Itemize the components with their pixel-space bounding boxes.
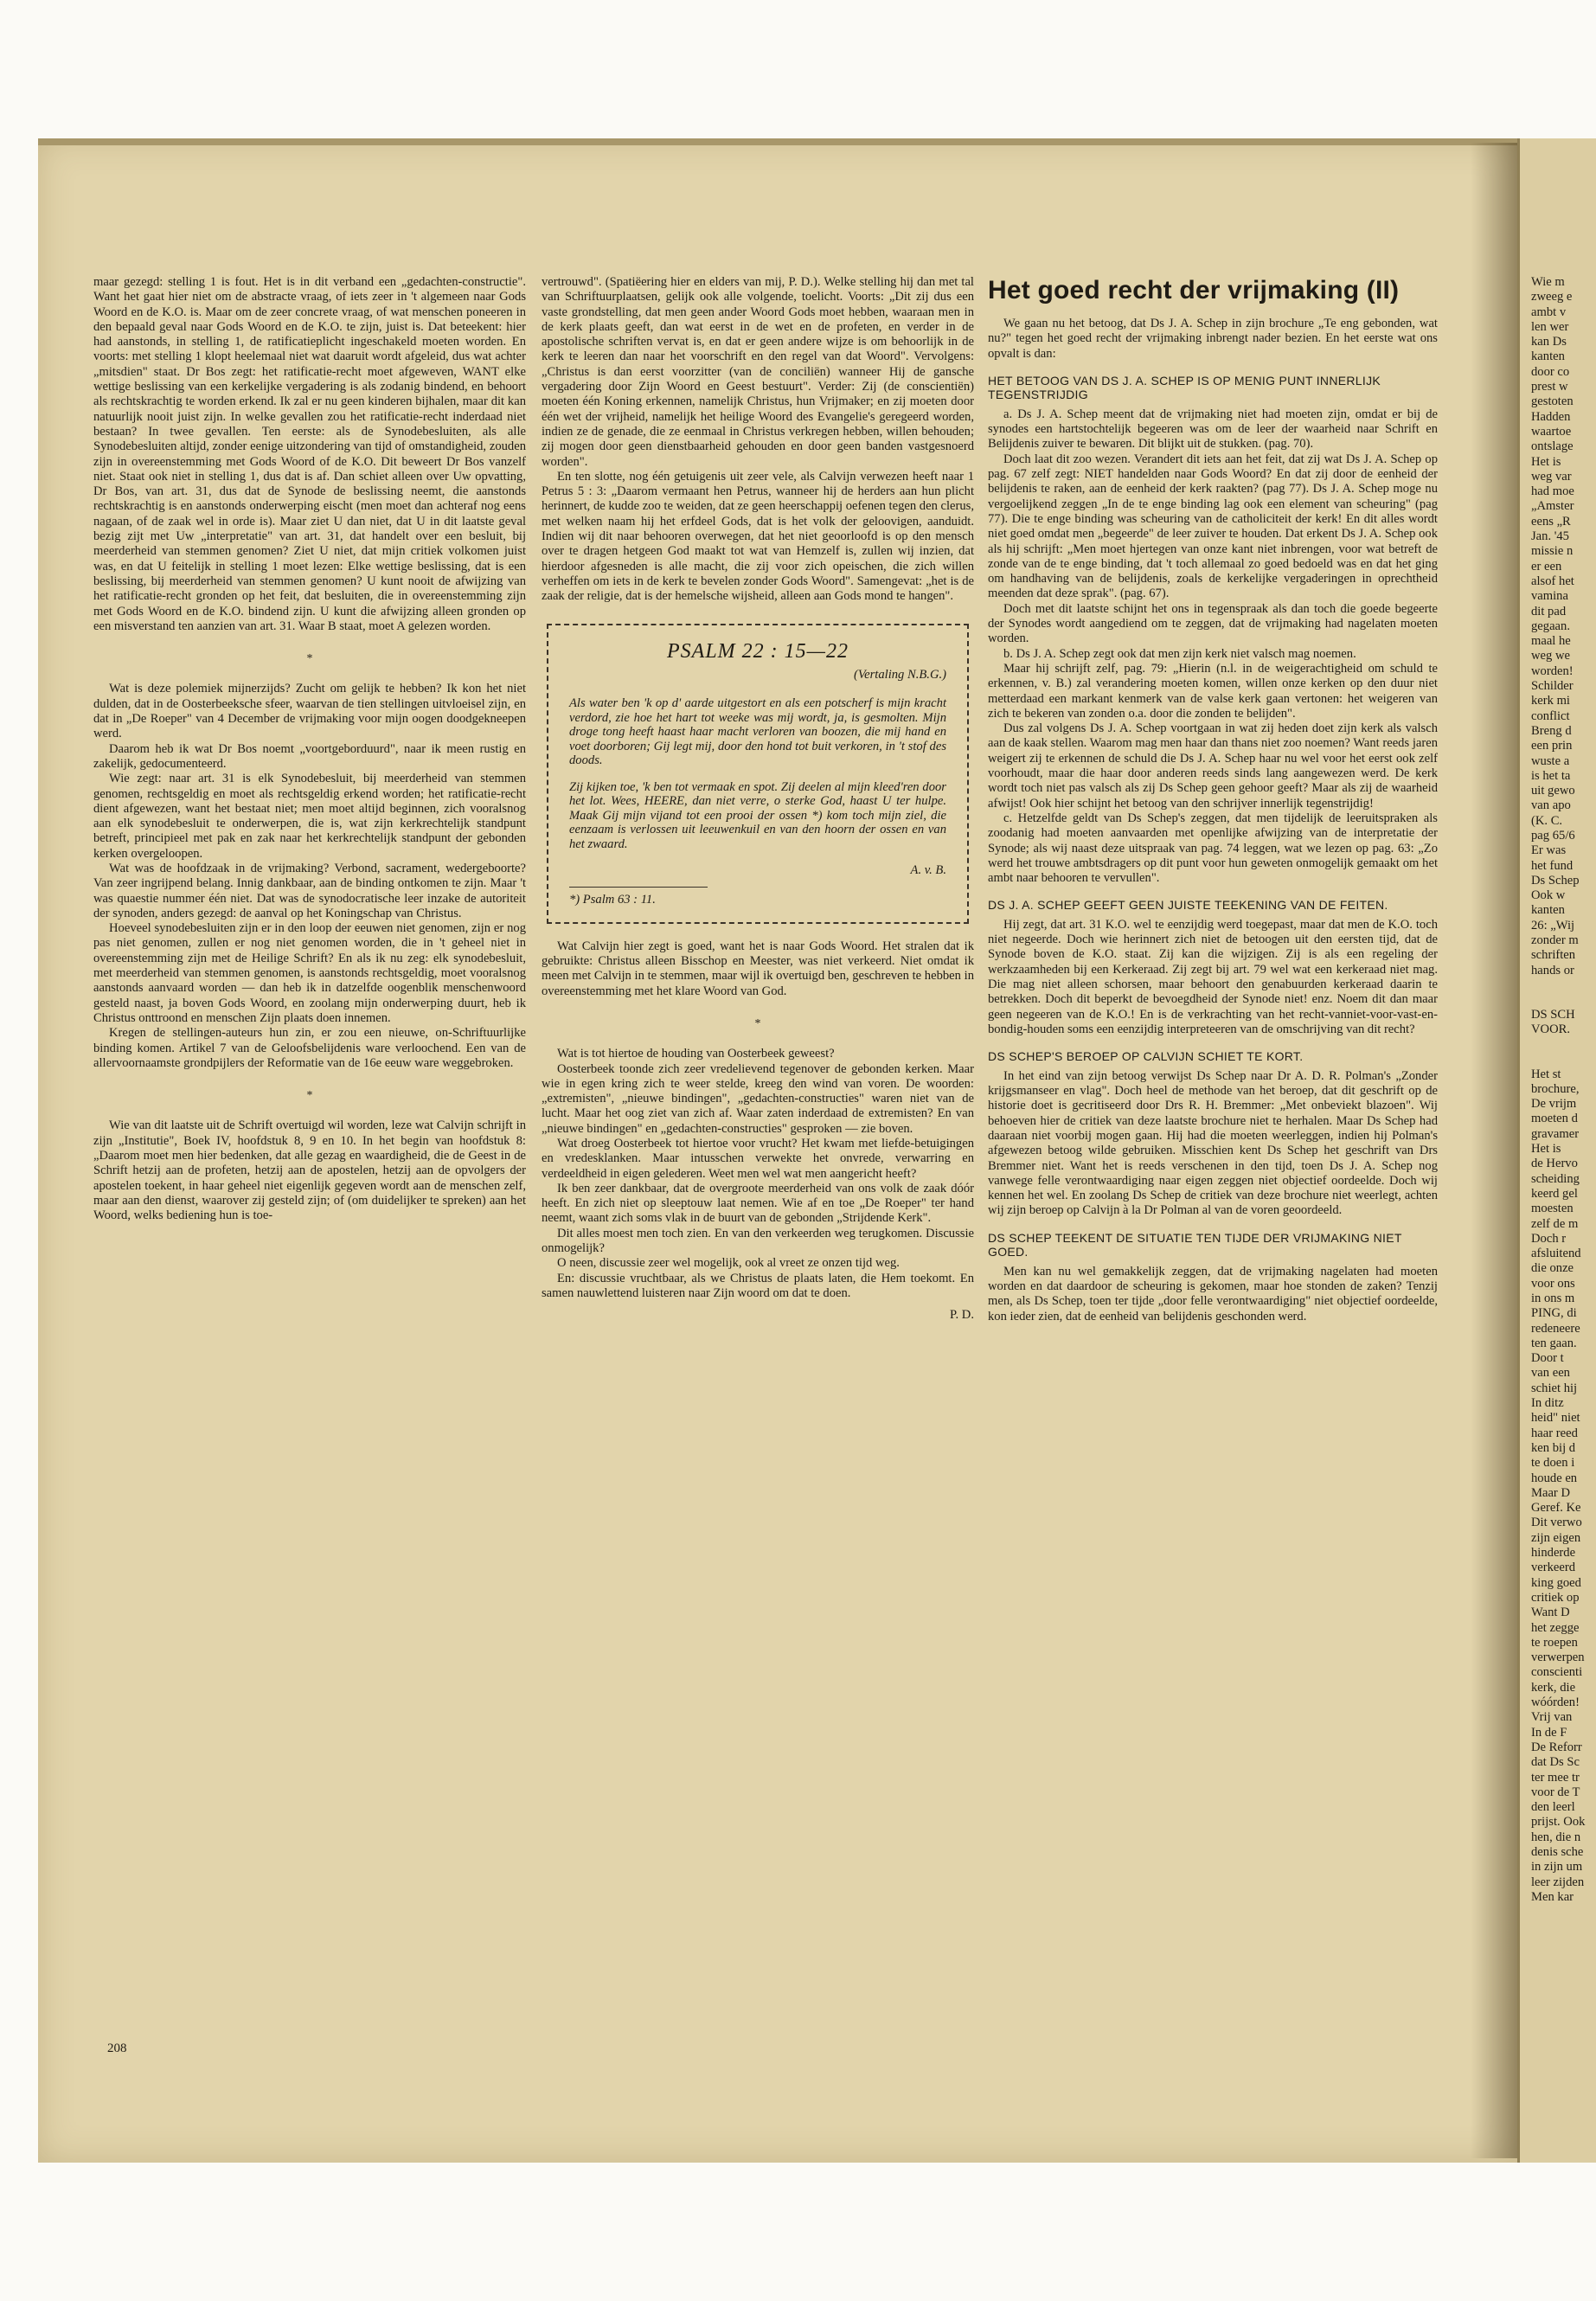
adjacent-page-line: schiet hij xyxy=(1531,1381,1578,1395)
adjacent-page-line: dit pad xyxy=(1531,604,1567,619)
adjacent-page-line: ken bij d xyxy=(1531,1440,1576,1455)
psalm-footnote: *) Psalm 63 : 11. xyxy=(569,887,708,907)
adjacent-page-line: len wer xyxy=(1531,319,1569,334)
paragraph: Wat is tot hiertoe de houding van Oosterbeek geweest? xyxy=(557,1047,835,1061)
adjacent-page-line: de Hervo xyxy=(1531,1157,1578,1171)
adjacent-page-line: Er was xyxy=(1531,843,1567,858)
adjacent-page-line: die onze xyxy=(1531,1261,1574,1276)
adjacent-page-line: Het is xyxy=(1531,1142,1561,1157)
adjacent-page-line: den leerl xyxy=(1531,1800,1575,1815)
adjacent-page-line: missie n xyxy=(1531,544,1574,559)
adjacent-page-line: in ons m xyxy=(1531,1292,1575,1305)
adjacent-page-text xyxy=(1531,275,1593,1905)
adjacent-page-line: hinderde xyxy=(1531,1546,1576,1561)
paragraph: vertrouwd". (Spatiëering hier en elders van mij, P. D.). Welke stelling hij dan met tal van Schriftuurplaatsen, gelijk ook alle volgende, toelicht. Voorts: „Dit zij dus een vaste grondstelling, dat men geen ander Woord Gods moet hebben, waaraan men in de kerk plaats geeft, dan wat eerst in de wet en de profeten, en verder in de apostolische schriften vervat is, en dat er geen andere wijze is om behoorlijk in de kerk te leeren dan naar het voorschrift en den regel van dat Woord". Vervolgens: „Christus is dan eerst voorzitter (van de conciliën) wanneer Hij de gansche vergadering door Zijn Woord en Geest bestuurt". Verder: Zij (de conscientiën) moeten één Koning erkennen, namelijk Christus, hun Vrijmaker; en zij moeten door één wet der vrijheid, namelijk het heilige Woord des Evangelie's geregeerd worden, indien ze de genade, die ze eenmaal in Christus verkregen hebben, willen behouden; zij mogen door geen dienstbaarheid gehouden en door geen banden vastgesnoerd worden". xyxy=(542,275,974,469)
page-number: 208 xyxy=(107,2041,127,2055)
adjacent-page-line: In ditz xyxy=(1531,1396,1564,1411)
paragraph: En: discussie vruchtbaar, als we Christus de plaats laten, die Hem toekomt. En samen nauwlettend luisteren naar Zijn woord om dat te doen. xyxy=(542,1271,974,1300)
paragraph: Daarom heb ik wat Dr Bos noemt „voortgeborduurd", naar ik meen rustig en zakelijk, gedocumenteerd. xyxy=(93,741,526,771)
adjacent-page-line: Want D xyxy=(1531,1606,1570,1620)
adjacent-page-line: gestoten xyxy=(1531,394,1574,409)
adjacent-page-line: Ook w xyxy=(1531,888,1566,903)
adjacent-page-line: ontslage xyxy=(1531,439,1574,454)
adjacent-page-line: kerk mi xyxy=(1531,694,1570,708)
adjacent-page-line: PING, di xyxy=(1531,1306,1577,1321)
adjacent-page-line: gegaan. xyxy=(1531,619,1570,633)
adjacent-page-line: voor ons xyxy=(1531,1276,1575,1291)
adjacent-page-line: ter mee tr xyxy=(1531,1770,1580,1785)
adjacent-page-line: (K. C. xyxy=(1531,813,1563,828)
paragraph: Men kan nu wel gemakkelijk zeggen, dat de vrijmaking nagelaten had moeten worden en dat daardoor de scheuring is gekomen, maar hoe stonden de zaken? Tenzij men, als Ds Schep, toen ter tijde „door felle verontwaardiging" niet objectief oordeelde, kon ieder zien, dat de eenheid van belijdenis geschonden werd. xyxy=(988,1264,1438,1324)
adjacent-page-line: Doch r xyxy=(1531,1231,1567,1246)
section-heading: DS SCHEP TEEKENT DE SITUATIE TEN TIJDE DER VRIJMAKING NIET GOED. xyxy=(988,1230,1402,1259)
adjacent-page-line: kan Ds xyxy=(1531,335,1567,349)
paragraph: a. Ds J. A. Schep meent dat de vrijmaking niet had moeten zijn, omdat er bij de synodes een hartstochtelijk begeeren was om de leer der waarheid naar Schrift en Belijdenis zuiver te bewaren. Dit blijkt uit de stukken. (pag. 70). xyxy=(988,407,1438,452)
section-heading: HET BETOOG VAN DS J. A. SCHEP IS OP MENIG PUNT INNERLIJK TEGENSTRIJDIG xyxy=(988,373,1381,402)
adjacent-page-line: een prin xyxy=(1531,739,1573,753)
adjacent-page-line: scheiding xyxy=(1531,1171,1580,1186)
adjacent-page-line: kanten xyxy=(1531,349,1565,364)
adjacent-page-line: ten gaan. xyxy=(1531,1336,1577,1350)
adjacent-page-line: had moe xyxy=(1531,484,1574,499)
adjacent-page-line: van een xyxy=(1531,1366,1570,1381)
section-heading: DS SCHEP'S BEROEP OP CALVIJN SCHIET TE KORT. xyxy=(988,1049,1304,1064)
adjacent-page-line: moeten d xyxy=(1531,1112,1578,1126)
adjacent-page-line: zelf de m xyxy=(1531,1216,1579,1231)
adjacent-page-line: weg we xyxy=(1531,649,1570,663)
adjacent-page-line: te roepen xyxy=(1531,1635,1578,1650)
section-divider: * xyxy=(306,652,313,666)
gutter-shadow xyxy=(1471,143,1517,2158)
adjacent-page-line: Hadden xyxy=(1531,409,1571,424)
psalm-stanza: Als water ben 'k op d' aarde uitgestort en als een potscherf is mijn kracht verdord, zie hoe het hart tot weeke was mij wordt, ja, is gesmolten. Mijn droge tong heeft haast haar macht verloren van boozen, die mij hand en voet doorboren; Gij legt mij, door den hond tot buit verkoren, in 't stof des doods. xyxy=(569,696,946,768)
adjacent-page-line: te doen i xyxy=(1531,1456,1575,1471)
adjacent-page-line: Het is xyxy=(1531,454,1561,469)
adjacent-page-line: keerd gel xyxy=(1531,1186,1578,1201)
adjacent-page-line: hands or xyxy=(1531,963,1574,977)
adjacent-page-line: waartoe xyxy=(1531,424,1572,439)
adjacent-page-line: alsof het xyxy=(1531,574,1574,588)
paragraph: Maar hij schrijft zelf, pag. 79: „Hierin (n.l. in de weigerachtigheid om schuld te erkennen, v. B.) zal verandering moeten komen, willen onze kerken op den duur niet metterdaad een markant kenmerk van de valse kerk gaan vertonen: het weigeren van zich te bekeren van zonden o.a. door die zonden te belijden". xyxy=(988,661,1438,721)
adjacent-page-line: kanten xyxy=(1531,903,1565,918)
adjacent-page-line: wuste a xyxy=(1531,753,1570,768)
adjacent-page-line: weg var xyxy=(1531,469,1572,484)
adjacent-page-line: In de F xyxy=(1531,1725,1567,1740)
adjacent-page-line: vamina xyxy=(1531,589,1568,604)
adjacent-page-line: „Amster xyxy=(1531,499,1574,514)
paragraph: O neen, discussie zeer wel mogelijk, ook al vreet ze onzen tijd weg. xyxy=(557,1256,900,1271)
adjacent-page-line: Geref. Ke xyxy=(1531,1501,1581,1516)
adjacent-page-line: Wie m xyxy=(1531,275,1565,289)
adjacent-page-line: kerk, die xyxy=(1531,1680,1576,1695)
adjacent-page-line: king goed xyxy=(1531,1575,1581,1590)
adjacent-page-line: zweeg e xyxy=(1531,290,1573,304)
paragraph: Ik ben zeer dankbaar, dat de overgroote meerderheid van ons volk de zaak dóór heeft. En zich niet op sleeptouw laat nemen. Wie af en toe „De Roeper" ter hand neemt, waant zich soms vlak in de buurt van de gebonden „Strijdende Kerk". xyxy=(542,1181,974,1226)
psalm-author: A. v. B. xyxy=(910,863,946,878)
psalm-box xyxy=(547,624,969,924)
adjacent-page-line: De Reforr xyxy=(1531,1740,1582,1754)
adjacent-page-line: Ds Schep xyxy=(1531,873,1580,888)
adjacent-page-line: eens „R xyxy=(1531,514,1571,529)
adjacent-page-line: houde en xyxy=(1531,1471,1578,1485)
adjacent-page-line: zonder m xyxy=(1531,933,1579,948)
adjacent-page-line: worden! xyxy=(1531,663,1574,678)
paragraph: Hij zegt, dat art. 31 K.O. wel te eenzijdig werd toegepast, maar dat men de K.O. toch niet negeerde. Doch wie herinnert zich niet de betoogen uit den eersten tijd, dat de Synode boven de K.O. staat. Zij kan die wijzigen. Zij is als een regeling der werkzaamheden bij een Kerkeraad. Zij zegt bij art. 79 wel wat een kerkeraad niet mag. Die mag niet alleen schorsen, maar behoort den genabuurden kerkeraad daarin te betrekken. Doch dit beperkt de bevoegdheid der Synode niet! enz. Noem dit dan maar geen negeeren van de K.O.! En is de verkrachting van het recht-vanniet-voor-vast-en-bondig-houden soms een eenzijdig interpreteeren van de omschrijving van dit recht? xyxy=(988,917,1438,1036)
adjacent-page-line: critiek op xyxy=(1531,1590,1580,1605)
adjacent-page-line: hen, die n xyxy=(1531,1830,1581,1844)
paragraph: Wat was de hoofdzaak in de vrijmaking? Verbond, sacrament, wedergeboorte? Van zeer ingrijpend belang. Innig dankbaar, aan de binding ontkomen te zijn. Maar 't was quaestie nummer één niet. Dat was de synodocratische leer inzake de autoriteit der synoden, anders gezegd: de aanval op het Koningschap van Christus. xyxy=(93,861,526,920)
adjacent-page-line: De vrijm xyxy=(1531,1097,1577,1112)
adjacent-page-line: prest w xyxy=(1531,380,1568,394)
paragraph: Dus zal volgens Ds J. A. Schep voortgaan in wat zij heden doet zijn kerk als valsch aan de kaak stellen. Waarom mag men haar dan thans niet zoo noemen? Want reeds jaren weigert zij te erkennen de schuld die Ds J. A. Schep haar nu wel voor het eerst ook zelf voorhoudt, maar die haar door anderen reeds sinds lang aangewezen werd. De kerk wordt toch niet pas valsch als zij Ds Schep geen gehoor geeft? Maar als zij de waarheid afwijst! Ook hier schijnt het betoog van den schrijver innerlijk tegenstrijdig! xyxy=(988,721,1438,811)
adjacent-page-line: prijst. Ook xyxy=(1531,1815,1586,1830)
paragraph: Doch laat dit zoo wezen. Verandert dit iets aan het feit, dat zij wat Ds J. A. Schep op pag. 67 zelf zegt: NIET handelden naar Gods Woord? En dat zij door de eenheid der belijdenis te raken, aan de eenheid der kerk raakten? (pag 77). Ds J. A. Schep moge nu vergoelijkend zeggen „In de te enge binding lag ook een element van scheuring" (pag 77). Die te enge binding was scheuring van de catholiciteit der kerk! En dit alles wordt niet goed omdat men „begeerde" de leer zuiver te houden. Dat erkent Ds J. A. Schep ook als hij schrijft: „Men moet hjertegen van onze kant niet inbrengen, voor wat betreft de zonde van de te enge binding, dat 't toch allemaal zo goed bedoeld was en dat het ging om handhaving van de belijdenis, zoals de kerkelijke vergaderingen in oprechtheid meenden dat deze sprak". (pag. 67). xyxy=(988,452,1438,601)
adjacent-page-line: heid" niet xyxy=(1531,1411,1580,1426)
paragraph: In het eind van zijn betoog verwijst Ds Schep naar Dr A. D. R. Polman's „Zonder krijgsmanseer en vlag". Doch heel de methode van het beroep, dat dit geschrift op de historie doet is gecritiseerd door Drs R. H. Bremmer: „Met onbeviekt blazoen". Wij behoeven hier de critiek van deze laatste brochure niet te herhalen. Maar Ds Schep had daaraan niet voorbij mogen gaan. Hij had die moeten weerleggen, indien hij Polman's afgewezen betoog wilde gebruiken. Misschien kent Ds Schep het geschrift van Drs Bremmer niet. Want het is reeds verschenen in den tijd, toen Ds J. A. Schep nog vanwege felle verontwaardiging naar eigen zeggen niet objectief oordeelde. Doch wij kennen het wel. En zoolang Ds Schep de critiek van deze brochure niet weerlegt, achten wij zijn beroep op Calvijn à la Dr Polman al van de voren geoordeeld. xyxy=(988,1068,1438,1218)
adjacent-page-line: Maar D xyxy=(1531,1485,1570,1500)
psalm-translation-note: (Vertaling N.B.G.) xyxy=(853,667,946,682)
adjacent-page-line: dat Ds Sc xyxy=(1531,1755,1580,1770)
adjacent-page-line: Jan. '45 xyxy=(1531,529,1569,544)
article-title: Het goed recht der vrijmaking (II) xyxy=(988,276,1400,304)
signature: P. D. xyxy=(950,1308,974,1323)
adjacent-page-line: wóórden! xyxy=(1531,1695,1580,1710)
paragraph: Wat is deze polemiek mijnerzijds? Zucht om gelijk te hebben? Ik kon het niet dulden, dat in de Oosterbeeksche sfeer, waarvan de tien stellingen uitvloeisel zijn, en dat in „De Roeper" van 4 December de vrijmaking voor mijn oogen doodgekneepen werd. xyxy=(93,682,526,741)
paragraph: Oosterbeek toonde zich zeer vredelievend tegenover de gebonden kerken. Maar wie in egen kring zich te weer stelde, kreeg den wind van voren. De woorden: „extremisten", „nieuwe bindingen", „gedachten-constructies" waren niet van de lucht. Maar het oog ziet van zich af. Waar zaten inderdaad de extremisten? En van „nieuwe bindingen" en „gedachten-constructies" gesproken — zie boven. xyxy=(542,1061,974,1136)
adjacent-page-line: redeneere xyxy=(1531,1321,1580,1336)
adjacent-page-line: Dit verwo xyxy=(1531,1516,1582,1530)
paragraph: b. Ds J. A. Schep zegt ook dat men zijn kerk niet valsch mag noemen. xyxy=(1003,646,1356,661)
adjacent-page-line xyxy=(1531,1038,1593,1067)
adjacent-page-line: in zijn um xyxy=(1531,1860,1583,1875)
adjacent-page-line: gravamer xyxy=(1531,1126,1580,1141)
paragraph: Hoeveel synodebesluiten zijn er in den loop der eeuwen niet genomen, zijn er nog pas niet genomen, zullen er nog niet genomen worden, die in 't geheel niet in overeenstemming zijn met de Heilige Schrift? En als ik nu zeg: elk synodebesluit, met meerderheid van stemmen genomen, is aanstonds rechtsgeldig, moet vooralsnog aanstonds aanvaard worden — dan heb ik in datzelfde oogenblik menschenwoord gesteld naast, ja boven Gods Woord, en zoolang mijn onderwerping duurt, heb ik Christus onttroond en menschen Zijn plaats doen innemen. xyxy=(93,921,526,1025)
adjacent-page-line xyxy=(1531,978,1593,1008)
adjacent-page-line: conscienti xyxy=(1531,1665,1583,1680)
adjacent-page-line: er een xyxy=(1531,559,1562,574)
paragraph: maar gezegd: stelling 1 is fout. Het is in dit verband een „gedachten-constructie". Want het gaat hier niet om de abstracte vraag, of iets zeer in 't algemeen naar Gods Woord en de K.O. is. Maar om de zeer concrete vraag, of wat menschen poneeren in den bepaald geval naar Gods Woord en de K.O. te zijn, juist is. Dat beteekent: hier had aanstonds, in stelling 1, de ratificatieplicht ingeschakeld moeten worden. En voorts: met stelling 1 klopt heelemaal niet wat daaruit wordt afgeleid, dus wat achter „mitsdien" staat. Dr Bos zegt: het ratificatie-recht moet afgeweven, WANT elke wettige beslissing van een kerkelijke vergadering is als zodanig bindend, en behoort als rechtskrachtig te worden erkend. Ik zal er nu geen kinderen bijhalen, maar dit kan natuurlijk nooit juist zijn. In welke gevallen zou het ratificatie-recht inderdaad niet bestaan? In twee gevallen. Ten eerste: als de Synodebesluiten, als alle Synodebesluiten altijd, zonder eenige uitzondering van tijd of omstandigheid, zouden zijn in overeenstemming met Gods Woord of de K.O. Dit beweert Dr Bos vanzelf niet. Staat ook niet in stelling 1, dus dat is af. Dan schiet alleen over Uw opvatting, Dr Bos, van art. 31, dus dat de Synode de beslissing neemt, die aanstonds rechtskrachtig is en aanstonds onderwerping eischt (men moet dan achteraf nog eens nagaan, of de zaak wel in orde is). Maar ziet U dan niet, dat U in dit laatste geval bezig zijt met Uw „interpretatie" van art. 31, dat handelt over een besluit, bij meerderheid van stemmen genomen? Ziet U niet, dat mijn critiek volkomen juist was, en dat U feitelijk in stelling 1 moet lezen: Elke wettige beslissing, dat is een beslissing, bij meerderheid van stemmen genomen? U kunt nooit de afwijzing van het ratificatie-recht gronden op het feit, dat besluiten, die in overeenstemming zijn met Gods Woord en de K.O. bindend zijn. U kunt die afwijzing alleen gronden op een misverstand ten aanzien van art. 31. Waar B staat, moet A gelezen worden. xyxy=(93,275,526,633)
psalm-stanza: Zij kijken toe, 'k ben tot vermaak en spot. Zij deelen al mijn kleed'ren door het lot. Wees, HEERE, dan niet verre, o sterke God, haast U ter hulpe. Maak Gij mijn vijand tot een prooi der ossen *) kom toch mijn ziel, die eenzaam is verlossen uit leeuwenkuil en van den hoorn der ossen en van het zwaard. xyxy=(569,779,946,851)
adjacent-page-line: zijn eigen xyxy=(1531,1530,1581,1545)
adjacent-page-line: voor de T xyxy=(1531,1785,1580,1799)
adjacent-page-line: afsluitend xyxy=(1531,1247,1581,1261)
adjacent-page-line: 26: „Wij xyxy=(1531,918,1575,933)
adjacent-page-line: Door t xyxy=(1531,1351,1564,1366)
paragraph: En ten slotte, nog één getuigenis uit zeer vele, als Calvijn verwezen heeft naar 1 Petrus 5 : 3: „Daarom vermaant hen Petrus, wanneer hij de herders aan hun plicht herinnert, de kudde zoo te weiden, dat ze geen heerschappij oefenen tegen den clerus, met welken naam hij het erfdeel Gods, dat is het volk der geloovigen, aanduidt. Indien wij dit naar behooren overwegen, dat het niet geoorloofd is op den mensch over te dragen hetgeen God maakt tot wat van Hemzelf is, zullen wij inzien, dat hierdoor afgesneden is alle macht, die zij voor zich opeischen, die zich willen verheffen om iets in de kerk te bevelen zonder Gods Woord". Samengevat: „het is de zaak der religie, dat is der hemelsche wijsheid, alleen aan Gods mond te hangen". xyxy=(542,469,975,604)
adjacent-page-line: denis sche xyxy=(1531,1844,1584,1859)
section-heading: DS J. A. SCHEP GEEFT GEEN JUISTE TEEKENING VAN DE FEITEN. xyxy=(988,898,1388,913)
adjacent-page-line: verwerpen xyxy=(1531,1650,1585,1665)
paragraph: We gaan nu het betoog, dat Ds J. A. Schep in zijn brochure „Te eng gebonden, wat nu?" tegen het goed recht der vrijmaking inbrengt nader bezien. En het eerste wat ons opvalt is dan: xyxy=(988,317,1438,361)
adjacent-page-line: van apo xyxy=(1531,798,1571,813)
paragraph: Dit alles moest men toch zien. En van den verkeerden weg terugkomen. Discussie onmogelijk? xyxy=(542,1226,974,1256)
adjacent-page-line: het zegge xyxy=(1531,1620,1580,1635)
paragraph: Wat Calvijn hier zegt is goed, want het is naar Gods Woord. Het stralen dat ik gebruikte: Christus alleen Bisschop en Meester, was niet verkeerd. Niet omdat ik meen met Calvijn in te stemmen, maar wijl ik overtuigd ben, geschreven te hebben in overeenstemming met het klare Woord van God. xyxy=(542,939,974,998)
paragraph: Wie zegt: naar art. 31 is elk Synodebesluit, bij meerderheid van stemmen genomen, rechtsgeldig en moet als rechtsgeldig erkend worden; het ratificatie-recht dient afgewezen, want het bestaat niet; men moet altijd beginnen, zich vooralsnog aan elk synodebesluit te onderwerpen, die is, wat zijn kerkrechtelijk standpunt betreft, principieel met pak en zak naar het kerkrechtelijk standpunt der gebonden kerken overgeloopen. xyxy=(93,772,526,861)
adjacent-page-line: schriften xyxy=(1531,948,1576,963)
adjacent-page-line: Schilder xyxy=(1531,679,1574,694)
adjacent-page-line: Vrij van xyxy=(1531,1710,1573,1725)
adjacent-page-line: ambt v xyxy=(1531,304,1567,319)
paragraph: Kregen de stellingen-auteurs hun zin, er zou een nieuwe, on-Schriftuurlijke binding komen. Artikel 7 van de Geloofsbelijdenis ware verloochend. Een van de allervoornaamste grondpijlers der Reformatie van de 16e eeuw ware weggebroken. xyxy=(93,1026,526,1070)
page-top-edge xyxy=(38,138,1596,145)
paragraph: Wie van dit laatste uit de Schrift overtuigd wil worden, leze wat Calvijn schrijft in zijn „Institutie", Boek IV, hoofdstuk 8, 9 en 10. In het begin van hoofdstuk 8: „Daarom moet men hier bedenken, dat alle gezag en waardigheid, die de Geest in de Schrift hetzij aan de profeten, hetzij aan de apostelen, hetzij aan de opvolgers der apostelen toekent, in haar geheel niet eigenlijk gegeven wordt aan de menschen zelf, maar aan den dienst, waarover zij gesteld zijn; of (om duidelijker te spreken) aan het Woord, welks bediening hun is toe- xyxy=(93,1118,526,1223)
paragraph: Doch met dit laatste schijnt het ons in tegenspraak als dan toch die goede begeerte der Synodes wordt aangediend om te zeggen, dat de vrijmaking had nagelaten moeten worden. xyxy=(988,601,1438,646)
adjacent-page-line: Men kar xyxy=(1531,1889,1574,1904)
adjacent-page-line: Breng d xyxy=(1531,723,1572,738)
adjacent-page-line: DS SCH xyxy=(1531,1007,1575,1022)
column-3 xyxy=(988,275,1438,1324)
adjacent-page-line: uit gewo xyxy=(1531,784,1575,798)
adjacent-page-line: VOOR. xyxy=(1531,1022,1570,1037)
adjacent-page-line: brochure, xyxy=(1531,1081,1580,1096)
adjacent-page-line: is het ta xyxy=(1531,768,1571,783)
adjacent-page-line: pag 65/6 xyxy=(1531,828,1575,843)
paragraph: c. Hetzelfde geldt van Ds Schep's zeggen, dat men tijdelijk de leeruitspraken als zoodanig had moeten aanvaarden met openlijke afwijzing van de interpretatie der Synode; als wij naast deze uitspraak van pag. 74 leggen, wat we lezen op pag. 63: „Zo werd het trouwe ambtsdragers op dit punt voor hun geweten onmogelijk gemaakt om het ambt naar behooren te vervullen". xyxy=(988,811,1438,886)
adjacent-page-line: maal he xyxy=(1531,634,1571,649)
section-divider: * xyxy=(754,1016,761,1030)
psalm-title: PSALM 22 : 15—22 xyxy=(667,639,849,663)
adjacent-page-line: door co xyxy=(1531,364,1570,379)
adjacent-page-line: leer zijden xyxy=(1531,1875,1585,1889)
section-divider: * xyxy=(306,1089,313,1103)
adjacent-page-line: Het st xyxy=(1531,1067,1561,1081)
adjacent-page-line: haar reed xyxy=(1531,1426,1578,1440)
column-1 xyxy=(93,275,526,1224)
adjacent-page-line: moesten xyxy=(1531,1202,1574,1216)
adjacent-page-line: conflict xyxy=(1531,708,1570,723)
paragraph: Wat droeg Oosterbeek tot hiertoe voor vrucht? Het kwam met liefde-betuigingen en vredesklanken. Maar intusschen verwekte het onvrede, verwarring en verdeeldheid in eigen gelederen. Weet men wel wat men aangericht heeft? xyxy=(542,1136,974,1181)
adjacent-page-line: het fund xyxy=(1531,858,1574,873)
column-2 xyxy=(542,275,974,1324)
adjacent-page-line: verkeerd xyxy=(1531,1561,1576,1575)
